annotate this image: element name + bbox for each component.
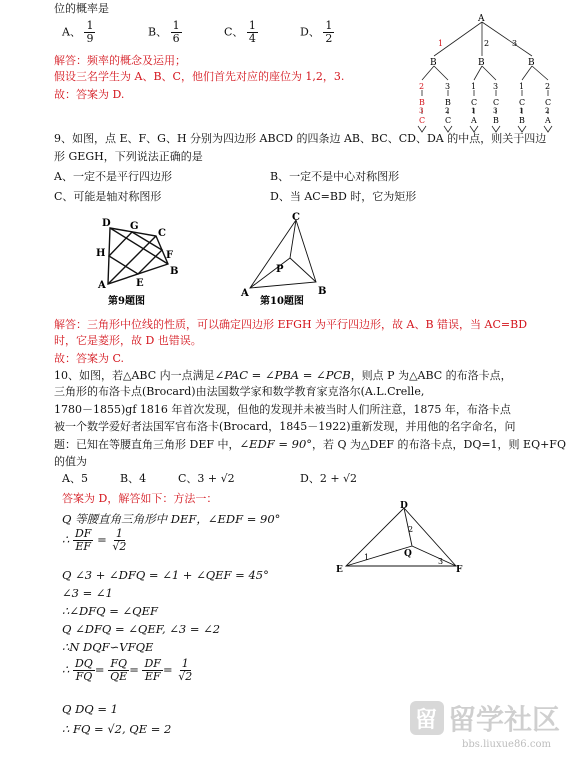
def-label-q: Q bbox=[404, 549, 412, 559]
q9-stem-line2: 形 GEGH，下列说法正确的是 bbox=[54, 150, 203, 163]
def-angle-3: 3 bbox=[438, 557, 444, 566]
tree-l1-label-1: 1 bbox=[438, 39, 444, 48]
q9-option-c: C、可能是轴对称图形 bbox=[54, 190, 162, 203]
tree-l5-node-5: B bbox=[519, 116, 525, 125]
q8-option-b: B、 $\frac{1}{6}$ bbox=[148, 19, 180, 45]
tree-l2-label-6: 2 bbox=[545, 82, 551, 91]
q9-option-a: A、一定不是平行四边形 bbox=[54, 170, 172, 183]
q8-option-d: D、 $\frac{1}{2}$ bbox=[300, 19, 333, 45]
fig9-label-f: F bbox=[166, 250, 174, 261]
proof-line-6: Q ∠DFQ = ∠QEF, ∠3 = ∠2 bbox=[62, 622, 221, 636]
def-angle-1: 1 bbox=[364, 553, 370, 562]
tree-l4-node-4: 3 bbox=[493, 107, 498, 115]
watermark-brand: 留学社区 bbox=[448, 703, 561, 736]
q10-line3: 1780－1855)gf 1816 年首次发现，但他的发现并未被当时人们所注意，1875 年，布洛卡点 bbox=[54, 403, 511, 416]
tree-l4-node-3: 1 bbox=[471, 107, 476, 115]
q8-solution-answer: 故：答案为 D. bbox=[54, 88, 125, 101]
proof-line-7: ∴N DQF∽VFQE bbox=[62, 640, 154, 654]
proof-line-9: Q DQ = 1 bbox=[62, 702, 118, 716]
watermark-logo bbox=[410, 699, 570, 751]
q10-line1: 10、如图，若△ABC 内一点满足∠PAC = ∠PBA = ∠PCB，则点 P 为△ABC 的布洛卡点， bbox=[54, 368, 512, 382]
fig9-label-e: E bbox=[136, 278, 144, 289]
tree-l2-label-2: 3 bbox=[445, 82, 451, 91]
q9-solution-line1: 解答：三角形中位线的性质，可以确定四边形 EFGH 为平行四边形，故 A、B 错误，当 AC=BD bbox=[54, 318, 528, 331]
fig9-label-b: B bbox=[170, 266, 179, 277]
def-angle-2: 2 bbox=[408, 525, 414, 534]
q10-line5: 题：已知在等腰直角三角形 DEF 中，∠EDF = 90°，若 Q 为△DEF 的布洛卡点，DQ=1，则 EQ+FQ bbox=[54, 437, 566, 451]
fig10-label-p: P bbox=[276, 264, 284, 275]
tree-l3-node-3: C bbox=[471, 98, 478, 107]
q9-stem-line1: 9、如图，点 E、F、G、H 分别为四边形 ABCD 的四条边 AB、BC、CD、DA 的中点，则关于四边 bbox=[54, 132, 547, 145]
tree-l4-node-6: 2 bbox=[545, 107, 550, 115]
tree-l1-label-2: 2 bbox=[484, 39, 490, 48]
q10-option-d: D、2 + √2 bbox=[300, 472, 358, 485]
fig10-caption: 第10题图 bbox=[260, 296, 304, 307]
fig10-label-a: A bbox=[241, 288, 249, 299]
q9-option-d: D、当 AC=BD 时，它为矩形 bbox=[270, 190, 417, 203]
proof-line-4: ∠3 = ∠1 bbox=[62, 586, 113, 600]
proof-line-1: Q 等腰直角三角形中 DEF，∠EDF = 90° bbox=[62, 512, 281, 526]
q8-option-a: A、 $\frac{1}{9}$ bbox=[62, 19, 94, 45]
fig9-label-h: H bbox=[96, 248, 106, 259]
tree-l3-node-5: C bbox=[519, 98, 526, 107]
tree-l5-node-4: B bbox=[493, 116, 499, 125]
tree-l3-node-6: C bbox=[545, 98, 552, 107]
q8-stem: 位的概率是 bbox=[54, 2, 109, 15]
proof-line-3: Q ∠3 + ∠DFQ = ∠1 + ∠QEF = 45° bbox=[62, 568, 269, 582]
q10-option-c: C、3 + √2 bbox=[178, 472, 235, 485]
tree-l2-label-5: 1 bbox=[519, 82, 525, 91]
tree-l2-label-4: 3 bbox=[493, 82, 499, 91]
figure-10-triangle bbox=[238, 212, 338, 310]
tree-l1-node-3: B bbox=[528, 58, 535, 68]
fig9-label-g: G bbox=[130, 221, 139, 232]
probability-tree-diagram bbox=[404, 10, 574, 134]
tree-l2-label-3: 1 bbox=[471, 82, 477, 91]
q10-angle-equation: ∠PAC = ∠PBA = ∠PCB bbox=[214, 368, 351, 382]
proof-line-5: ∴∠DFQ = ∠QEF bbox=[62, 604, 158, 618]
fig10-label-c: C bbox=[292, 212, 300, 223]
q8-option-c: C、 $\frac{1}{4}$ bbox=[224, 19, 256, 45]
q10-option-a: A、5 bbox=[62, 472, 88, 485]
fig10-label-b: B bbox=[318, 286, 327, 297]
fig9-caption: 第9题图 bbox=[108, 296, 145, 307]
figure-def-triangle bbox=[334, 500, 464, 580]
tree-l4-node-5: 1 bbox=[519, 107, 524, 115]
tree-l1-label-3: 3 bbox=[512, 39, 518, 48]
proof-line-10: ∴ FQ = √2, QE = 2 bbox=[62, 722, 172, 736]
figure-9-quadrilateral bbox=[86, 212, 186, 310]
tree-l5-node-1: C bbox=[419, 116, 426, 125]
watermark-url: bbs.liuxue86.com bbox=[462, 739, 551, 750]
tree-l5-node-3: A bbox=[471, 116, 477, 125]
fig9-label-c: C bbox=[158, 228, 166, 239]
q8-solution-head: 解答：频率的概念及运用； bbox=[54, 54, 186, 67]
def-label-d: D bbox=[400, 501, 408, 511]
tree-l3-node-2: B bbox=[445, 98, 451, 107]
tree-l2-label-1: 2 bbox=[419, 82, 425, 91]
tree-l5-node-6: A bbox=[545, 116, 551, 125]
q10-option-b: B、4 bbox=[120, 472, 147, 485]
tree-l3-node-4: C bbox=[493, 98, 500, 107]
fig9-label-a: A bbox=[98, 280, 106, 291]
q10-solution-head: 答案为 D，解答如下：方法一： bbox=[62, 492, 218, 505]
q9-solution-line2: 时，它是菱形，故 D 也错误。 bbox=[54, 334, 202, 347]
tree-l1-node-2: B bbox=[478, 58, 485, 68]
tree-l5-node-2: C bbox=[445, 116, 452, 125]
tree-l3-node-1: B bbox=[419, 98, 425, 107]
tree-l1-node-1: B bbox=[430, 58, 437, 68]
q8-solution-body: 假设三名学生为 A、B、C，他们首先对应的座位为 1,2，3. bbox=[54, 70, 345, 83]
q10-line6: 的值为 bbox=[54, 455, 87, 468]
proof-line-8: ∴ $\frac{DQ}{FQ}$ = $\frac{FQ}{QE}$ = $\frac{DF}{EF}$ = $\frac{1}{√2}$ bbox=[62, 657, 193, 683]
def-label-f: F bbox=[456, 565, 463, 575]
tree-l4-node-2: 2 bbox=[445, 107, 450, 115]
def-label-e: E bbox=[336, 565, 343, 575]
q9-option-b: B、一定不是中心对称图形 bbox=[270, 170, 400, 183]
q10-line4: 被一个数学爱好者法国军官布洛卡(Brocard，1845－1922)重新发现，并用他的名字命名，问 bbox=[54, 420, 516, 433]
q10-line2: 三角形的布洛卡点(Brocard)由法国数学家和数学教育家克洛尔(A.L.Crelle, bbox=[54, 385, 425, 398]
svg-text:留: 留 bbox=[415, 707, 438, 733]
q9-solution-answer: 故：答案为 C. bbox=[54, 352, 125, 365]
proof-line-2: ∴ $\frac{DF}{EF}$ = $\frac{1}{√2}$ bbox=[62, 527, 127, 553]
tree-l4-node-1: 3 bbox=[419, 107, 424, 115]
fig9-label-d: D bbox=[102, 218, 111, 229]
tree-root-label: A bbox=[478, 14, 485, 24]
